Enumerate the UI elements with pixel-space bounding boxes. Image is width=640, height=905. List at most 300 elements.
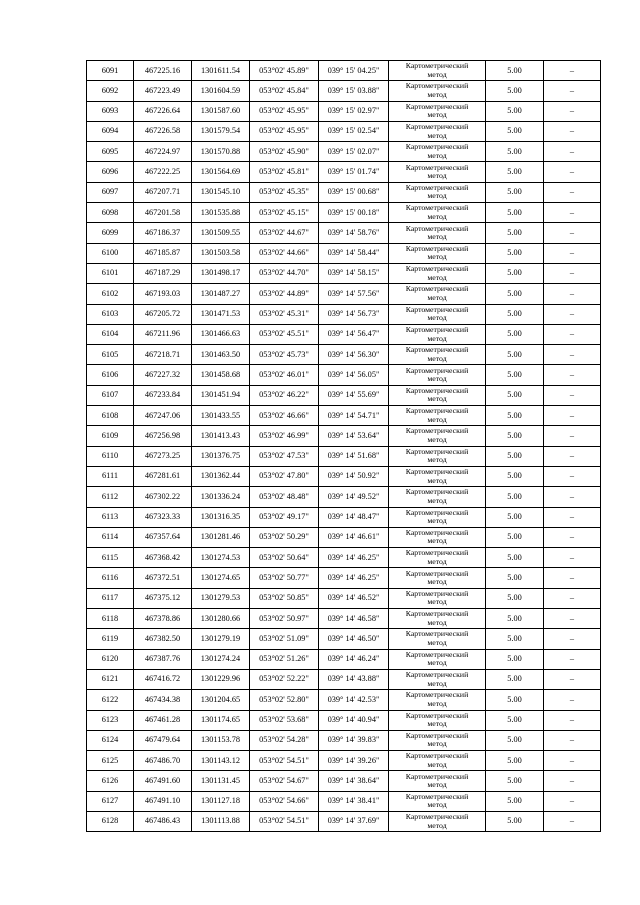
latitude-cell: 053°02' 50.97" — [250, 609, 319, 629]
accuracy-cell: 5.00 — [486, 548, 544, 568]
method-cell — [389, 609, 486, 629]
table-row — [87, 690, 601, 710]
table-row — [87, 751, 601, 771]
point-number-cell: 6105 — [87, 345, 134, 365]
y-coordinate-cell: 1301604.59 — [192, 81, 250, 101]
longitude-cell: 039° 14' 40.94" — [319, 710, 389, 730]
method-line-2: метод — [427, 800, 447, 810]
method-line-1: Картометрический — [405, 568, 469, 578]
latitude-cell: 053°02' 52.22" — [250, 669, 319, 689]
y-coordinate-cell: 1301229.96 — [192, 669, 250, 689]
method-cell — [389, 365, 486, 385]
method-line-1: Картометрический — [405, 467, 469, 477]
x-coordinate-cell: 467218.71 — [134, 345, 192, 365]
longitude-cell: 039° 15' 00.68" — [319, 182, 389, 202]
x-coordinate-cell: 467193.03 — [134, 284, 192, 304]
longitude-cell: 039° 15' 03.88" — [319, 81, 389, 101]
point-number-cell: 6091 — [87, 61, 134, 81]
y-coordinate-cell: 1301281.46 — [192, 527, 250, 547]
method-line-2: метод — [427, 455, 447, 465]
method-cell — [389, 101, 486, 121]
y-coordinate-cell: 1301463.50 — [192, 345, 250, 365]
method-line-1: Картометрический — [405, 203, 469, 213]
y-coordinate-cell: 1301127.18 — [192, 791, 250, 811]
point-number-cell: 6094 — [87, 121, 134, 141]
method-cell — [389, 385, 486, 405]
point-number-cell: 6104 — [87, 324, 134, 344]
table-row — [87, 629, 601, 649]
accuracy-cell: 5.00 — [486, 690, 544, 710]
x-coordinate-cell: 467227.32 — [134, 365, 192, 385]
x-coordinate-cell: 467387.76 — [134, 649, 192, 669]
note-cell: – — [544, 243, 601, 263]
longitude-cell: 039° 15' 01.74" — [319, 162, 389, 182]
note-cell: – — [544, 284, 601, 304]
longitude-cell: 039° 15' 04.25" — [319, 61, 389, 81]
point-number-cell: 6114 — [87, 527, 134, 547]
method-line-1: Картометрический — [405, 649, 469, 659]
method-line-2: метод — [427, 597, 447, 607]
longitude-cell: 039° 14' 46.25" — [319, 568, 389, 588]
x-coordinate-cell: 467201.58 — [134, 203, 192, 223]
note-cell: – — [544, 324, 601, 344]
method-cell — [389, 142, 486, 162]
latitude-cell: 053°02' 47.53" — [250, 446, 319, 466]
accuracy-cell: 5.00 — [486, 284, 544, 304]
table-row — [87, 791, 601, 811]
method-line-1: Картометрический — [405, 385, 469, 395]
method-line-2: метод — [427, 232, 447, 242]
accuracy-cell: 5.00 — [486, 487, 544, 507]
latitude-cell: 053°02' 51.09" — [250, 629, 319, 649]
x-coordinate-cell: 467233.84 — [134, 385, 192, 405]
accuracy-cell: 5.00 — [486, 730, 544, 750]
note-cell: – — [544, 121, 601, 141]
method-line-1: Картометрический — [405, 304, 469, 314]
method-line-2: метод — [427, 414, 447, 424]
method-cell — [389, 507, 486, 527]
point-number-cell: 6124 — [87, 730, 134, 750]
latitude-cell: 053°02' 50.77" — [250, 568, 319, 588]
table-row — [87, 609, 601, 629]
method-cell — [389, 446, 486, 466]
table-row — [87, 243, 601, 263]
latitude-cell: 053°02' 54.51" — [250, 751, 319, 771]
point-number-cell: 6109 — [87, 426, 134, 446]
longitude-cell: 039° 14' 56.05" — [319, 365, 389, 385]
x-coordinate-cell: 467223.49 — [134, 81, 192, 101]
x-coordinate-cell: 467378.86 — [134, 609, 192, 629]
accuracy-cell: 5.00 — [486, 588, 544, 608]
y-coordinate-cell: 1301458.68 — [192, 365, 250, 385]
latitude-cell: 053°02' 53.68" — [250, 710, 319, 730]
x-coordinate-cell: 467211.96 — [134, 324, 192, 344]
method-line-1: Картометрический — [405, 101, 469, 111]
method-cell — [389, 811, 486, 831]
note-cell: – — [544, 669, 601, 689]
note-cell: – — [544, 142, 601, 162]
accuracy-cell: 5.00 — [486, 527, 544, 547]
latitude-cell: 053°02' 54.51" — [250, 811, 319, 831]
x-coordinate-cell: 467273.25 — [134, 446, 192, 466]
latitude-cell: 053°02' 46.01" — [250, 365, 319, 385]
note-cell: – — [544, 710, 601, 730]
longitude-cell: 039° 14' 39.83" — [319, 730, 389, 750]
point-number-cell: 6098 — [87, 203, 134, 223]
method-line-1: Картометрический — [405, 710, 469, 720]
latitude-cell: 053°02' 50.85" — [250, 588, 319, 608]
note-cell: – — [544, 690, 601, 710]
table-row — [87, 507, 601, 527]
table-row — [87, 121, 601, 141]
method-cell — [389, 61, 486, 81]
accuracy-cell: 5.00 — [486, 811, 544, 831]
table-row — [87, 730, 601, 750]
latitude-cell: 053°02' 45.73" — [250, 345, 319, 365]
method-line-1: Картометрический — [405, 771, 469, 781]
method-cell — [389, 690, 486, 710]
x-coordinate-cell: 467368.42 — [134, 548, 192, 568]
method-cell — [389, 324, 486, 344]
y-coordinate-cell: 1301280.66 — [192, 609, 250, 629]
latitude-cell: 053°02' 48.48" — [250, 487, 319, 507]
point-number-cell: 6125 — [87, 751, 134, 771]
method-cell — [389, 548, 486, 568]
x-coordinate-cell: 467186.37 — [134, 223, 192, 243]
longitude-cell: 039° 14' 48.47" — [319, 507, 389, 527]
method-line-2: метод — [427, 211, 447, 221]
method-line-2: метод — [427, 394, 447, 404]
accuracy-cell: 5.00 — [486, 345, 544, 365]
method-line-2: метод — [427, 759, 447, 769]
method-cell — [389, 629, 486, 649]
y-coordinate-cell: 1301143.12 — [192, 751, 250, 771]
table-row — [87, 182, 601, 202]
longitude-cell: 039° 14' 56.47" — [319, 324, 389, 344]
method-line-2: метод — [427, 637, 447, 647]
note-cell: – — [544, 730, 601, 750]
latitude-cell: 053°02' 52.80" — [250, 690, 319, 710]
table-row — [87, 304, 601, 324]
latitude-cell: 053°02' 45.31" — [250, 304, 319, 324]
note-cell: – — [544, 507, 601, 527]
method-cell — [389, 527, 486, 547]
y-coordinate-cell: 1301336.24 — [192, 487, 250, 507]
method-cell — [389, 466, 486, 486]
y-coordinate-cell: 1301487.27 — [192, 284, 250, 304]
point-number-cell: 6115 — [87, 548, 134, 568]
method-cell — [389, 406, 486, 426]
note-cell: – — [544, 527, 601, 547]
method-line-1: Картометрический — [405, 487, 469, 497]
method-line-1: Картометрический — [405, 142, 469, 152]
y-coordinate-cell: 1301545.10 — [192, 182, 250, 202]
table-row — [87, 81, 601, 101]
accuracy-cell: 5.00 — [486, 751, 544, 771]
point-number-cell: 6117 — [87, 588, 134, 608]
method-line-1: Картометрический — [405, 284, 469, 294]
method-cell — [389, 243, 486, 263]
method-line-2: метод — [427, 89, 447, 99]
method-cell — [389, 771, 486, 791]
method-line-2: метод — [427, 780, 447, 790]
table-row — [87, 324, 601, 344]
longitude-cell: 039° 15' 02.07" — [319, 142, 389, 162]
method-line-2: метод — [427, 475, 447, 485]
x-coordinate-cell: 467323.33 — [134, 507, 192, 527]
latitude-cell: 053°02' 45.35" — [250, 182, 319, 202]
table-row — [87, 710, 601, 730]
note-cell: – — [544, 487, 601, 507]
method-line-2: метод — [427, 617, 447, 627]
note-cell: – — [544, 466, 601, 486]
x-coordinate-cell: 467247.06 — [134, 406, 192, 426]
y-coordinate-cell: 1301174.65 — [192, 710, 250, 730]
note-cell: – — [544, 406, 601, 426]
note-cell: – — [544, 162, 601, 182]
accuracy-cell: 5.00 — [486, 365, 544, 385]
method-line-2: метод — [427, 739, 447, 749]
longitude-cell: 039° 14' 46.24" — [319, 649, 389, 669]
latitude-cell: 053°02' 49.17" — [250, 507, 319, 527]
x-coordinate-cell: 467207.71 — [134, 182, 192, 202]
method-line-2: метод — [427, 577, 447, 587]
method-line-1: Картометрический — [405, 61, 469, 71]
table-row — [87, 527, 601, 547]
table-row — [87, 426, 601, 446]
method-cell — [389, 182, 486, 202]
x-coordinate-cell: 467479.64 — [134, 730, 192, 750]
latitude-cell: 053°02' 54.28" — [250, 730, 319, 750]
method-line-1: Картометрический — [405, 345, 469, 355]
point-number-cell: 6122 — [87, 690, 134, 710]
y-coordinate-cell: 1301466.63 — [192, 324, 250, 344]
latitude-cell: 053°02' 47.80" — [250, 466, 319, 486]
table-row — [87, 446, 601, 466]
accuracy-cell: 5.00 — [486, 182, 544, 202]
table-row — [87, 284, 601, 304]
table-row — [87, 61, 601, 81]
note-cell: – — [544, 771, 601, 791]
x-coordinate-cell: 467461.28 — [134, 710, 192, 730]
accuracy-cell: 5.00 — [486, 710, 544, 730]
x-coordinate-cell: 467434.38 — [134, 690, 192, 710]
accuracy-cell: 5.00 — [486, 162, 544, 182]
latitude-cell: 053°02' 46.22" — [250, 385, 319, 405]
longitude-cell: 039° 15' 02.97" — [319, 101, 389, 121]
note-cell: – — [544, 426, 601, 446]
method-line-1: Картометрический — [405, 365, 469, 375]
y-coordinate-cell: 1301451.94 — [192, 385, 250, 405]
point-number-cell: 6127 — [87, 791, 134, 811]
y-coordinate-cell: 1301204.65 — [192, 690, 250, 710]
latitude-cell: 053°02' 54.66" — [250, 791, 319, 811]
longitude-cell: 039° 14' 46.61" — [319, 527, 389, 547]
y-coordinate-cell: 1301433.55 — [192, 406, 250, 426]
note-cell: – — [544, 182, 601, 202]
method-line-2: метод — [427, 333, 447, 343]
point-number-cell: 6103 — [87, 304, 134, 324]
table-row — [87, 771, 601, 791]
method-cell — [389, 588, 486, 608]
x-coordinate-cell: 467382.50 — [134, 629, 192, 649]
method-line-2: метод — [427, 171, 447, 181]
accuracy-cell: 5.00 — [486, 263, 544, 283]
method-line-1: Картометрический — [405, 690, 469, 700]
latitude-cell: 053°02' 44.67" — [250, 223, 319, 243]
point-number-cell: 6119 — [87, 629, 134, 649]
note-cell: – — [544, 304, 601, 324]
method-cell — [389, 710, 486, 730]
method-line-2: метод — [427, 130, 447, 140]
y-coordinate-cell: 1301131.45 — [192, 771, 250, 791]
method-line-1: Картометрический — [405, 182, 469, 192]
y-coordinate-cell: 1301316.35 — [192, 507, 250, 527]
latitude-cell: 053°02' 45.90" — [250, 142, 319, 162]
longitude-cell: 039° 14' 46.58" — [319, 609, 389, 629]
accuracy-cell: 5.00 — [486, 142, 544, 162]
method-cell — [389, 203, 486, 223]
longitude-cell: 039° 14' 43.88" — [319, 669, 389, 689]
accuracy-cell: 5.00 — [486, 791, 544, 811]
accuracy-cell: 5.00 — [486, 568, 544, 588]
method-cell — [389, 487, 486, 507]
longitude-cell: 039° 14' 38.64" — [319, 771, 389, 791]
coordinates-table — [86, 60, 601, 832]
longitude-cell: 039° 14' 46.25" — [319, 548, 389, 568]
method-cell — [389, 669, 486, 689]
note-cell: – — [544, 791, 601, 811]
longitude-cell: 039° 14' 54.71" — [319, 406, 389, 426]
accuracy-cell: 5.00 — [486, 669, 544, 689]
x-coordinate-cell: 467375.12 — [134, 588, 192, 608]
point-number-cell: 6113 — [87, 507, 134, 527]
note-cell: – — [544, 203, 601, 223]
note-cell: – — [544, 61, 601, 81]
method-line-2: метод — [427, 719, 447, 729]
point-number-cell: 6102 — [87, 284, 134, 304]
table-row — [87, 162, 601, 182]
latitude-cell: 053°02' 45.81" — [250, 162, 319, 182]
longitude-cell: 039° 15' 00.18" — [319, 203, 389, 223]
x-coordinate-cell: 467491.60 — [134, 771, 192, 791]
latitude-cell: 053°02' 45.95" — [250, 121, 319, 141]
method-line-2: метод — [427, 820, 447, 830]
point-number-cell: 6118 — [87, 609, 134, 629]
y-coordinate-cell: 1301535.88 — [192, 203, 250, 223]
method-cell — [389, 568, 486, 588]
latitude-cell: 053°02' 44.89" — [250, 284, 319, 304]
method-line-1: Картометрический — [405, 588, 469, 598]
accuracy-cell: 5.00 — [486, 101, 544, 121]
table-row — [87, 385, 601, 405]
method-line-1: Картометрический — [405, 629, 469, 639]
method-line-1: Картометрический — [405, 609, 469, 619]
note-cell: – — [544, 629, 601, 649]
table-row — [87, 263, 601, 283]
x-coordinate-cell: 467225.16 — [134, 61, 192, 81]
y-coordinate-cell: 1301503.58 — [192, 243, 250, 263]
method-cell — [389, 304, 486, 324]
accuracy-cell: 5.00 — [486, 771, 544, 791]
accuracy-cell: 5.00 — [486, 649, 544, 669]
x-coordinate-cell: 467226.58 — [134, 121, 192, 141]
method-line-1: Картометрический — [405, 730, 469, 740]
table-row — [87, 811, 601, 831]
y-coordinate-cell: 1301570.88 — [192, 142, 250, 162]
longitude-cell: 039° 14' 58.76" — [319, 223, 389, 243]
note-cell: – — [544, 365, 601, 385]
longitude-cell: 039° 14' 37.69" — [319, 811, 389, 831]
y-coordinate-cell: 1301274.53 — [192, 548, 250, 568]
accuracy-cell: 5.00 — [486, 466, 544, 486]
table-row — [87, 365, 601, 385]
longitude-cell: 039° 14' 58.15" — [319, 263, 389, 283]
latitude-cell: 053°02' 46.99" — [250, 426, 319, 446]
x-coordinate-cell: 467224.97 — [134, 142, 192, 162]
accuracy-cell: 5.00 — [486, 426, 544, 446]
method-line-2: метод — [427, 658, 447, 668]
y-coordinate-cell: 1301279.19 — [192, 629, 250, 649]
method-line-2: метод — [427, 678, 447, 688]
longitude-cell: 039° 14' 49.52" — [319, 487, 389, 507]
y-coordinate-cell: 1301376.75 — [192, 446, 250, 466]
y-coordinate-cell: 1301564.69 — [192, 162, 250, 182]
method-line-1: Картометрический — [405, 223, 469, 233]
method-line-1: Картометрический — [405, 243, 469, 253]
accuracy-cell: 5.00 — [486, 121, 544, 141]
table-row — [87, 142, 601, 162]
latitude-cell: 053°02' 46.66" — [250, 406, 319, 426]
method-line-1: Картометрический — [405, 751, 469, 761]
method-line-1: Картометрический — [405, 527, 469, 537]
accuracy-cell: 5.00 — [486, 223, 544, 243]
longitude-cell: 039° 14' 57.56" — [319, 284, 389, 304]
x-coordinate-cell: 467416.72 — [134, 669, 192, 689]
y-coordinate-cell: 1301498.17 — [192, 263, 250, 283]
x-coordinate-cell: 467372.51 — [134, 568, 192, 588]
method-line-2: метод — [427, 110, 447, 120]
x-coordinate-cell: 467486.43 — [134, 811, 192, 831]
accuracy-cell: 5.00 — [486, 406, 544, 426]
longitude-cell: 039° 14' 46.52" — [319, 588, 389, 608]
method-line-2: метод — [427, 495, 447, 505]
method-line-1: Картометрический — [405, 406, 469, 416]
point-number-cell: 6095 — [87, 142, 134, 162]
note-cell: – — [544, 263, 601, 283]
point-number-cell: 6112 — [87, 487, 134, 507]
method-cell — [389, 284, 486, 304]
note-cell: – — [544, 548, 601, 568]
table-row — [87, 487, 601, 507]
y-coordinate-cell: 1301362.44 — [192, 466, 250, 486]
table-body — [87, 61, 601, 832]
latitude-cell: 053°02' 54.67" — [250, 771, 319, 791]
accuracy-cell: 5.00 — [486, 243, 544, 263]
method-line-1: Картометрический — [405, 670, 469, 680]
table-row — [87, 345, 601, 365]
longitude-cell: 039° 14' 38.41" — [319, 791, 389, 811]
y-coordinate-cell: 1301153.78 — [192, 730, 250, 750]
method-line-2: метод — [427, 252, 447, 262]
method-line-2: метод — [427, 536, 447, 546]
method-line-2: метод — [427, 556, 447, 566]
method-line-2: метод — [427, 374, 447, 384]
table-row — [87, 101, 601, 121]
point-number-cell: 6126 — [87, 771, 134, 791]
point-number-cell: 6111 — [87, 466, 134, 486]
accuracy-cell: 5.00 — [486, 324, 544, 344]
